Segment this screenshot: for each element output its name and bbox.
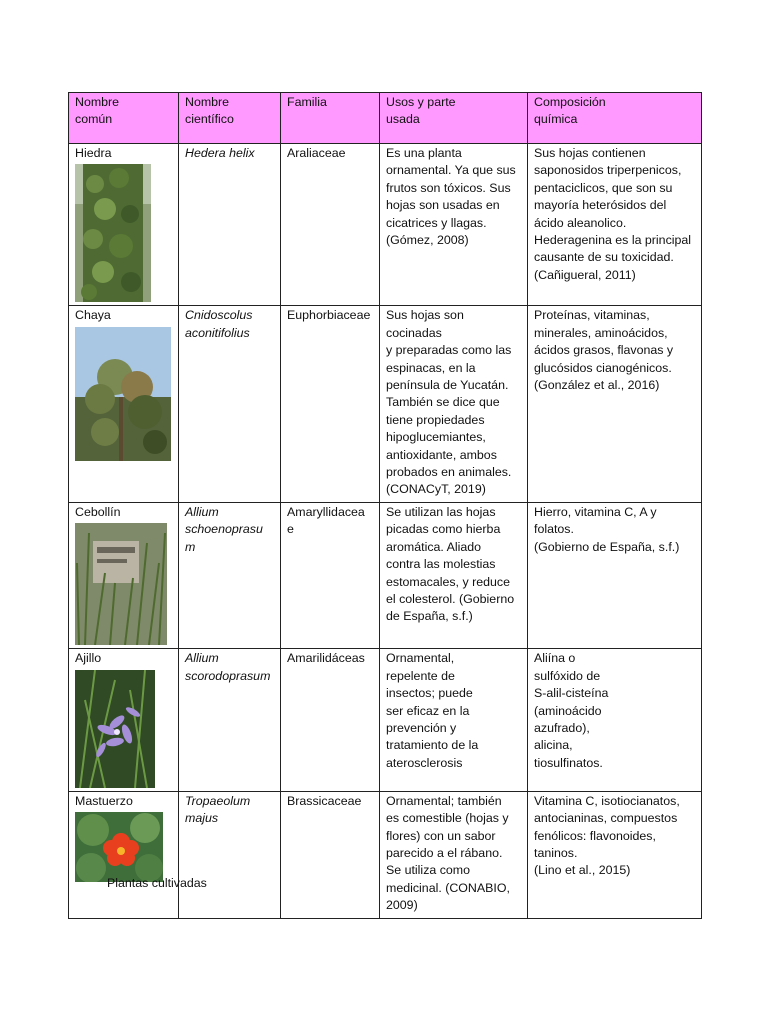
composition-cell: Sus hojas contienen saponosidos triperpenicos, pentaciclicos, que son su mayoría heterósidos del ácido aleanolico. Hederagenina es la principal causante de su toxicidad. (Cañigueral, 2011) bbox=[528, 144, 702, 306]
header-common-name: Nombre común bbox=[69, 93, 179, 144]
table-row bbox=[69, 144, 702, 306]
nasturtium-photo bbox=[75, 812, 163, 882]
header-family: Familia bbox=[281, 93, 380, 144]
family-cell: Araliaceae bbox=[281, 144, 380, 306]
common-name-cell bbox=[69, 649, 179, 791]
header-scientific-name: Nombre científico bbox=[179, 93, 281, 144]
scientific-name-cell: Allium scorodoprasum bbox=[179, 649, 281, 791]
common-name-cell bbox=[69, 502, 179, 648]
common-name: Mastuerzo bbox=[75, 793, 133, 808]
common-name-cell bbox=[69, 306, 179, 502]
common-name: Hiedra bbox=[75, 146, 112, 160]
header-uses: Usos y parte usada bbox=[380, 93, 528, 144]
scientific-name-cell: Hedera helix bbox=[179, 144, 281, 306]
table-row bbox=[69, 306, 702, 502]
table-row bbox=[69, 791, 702, 918]
header-composition: Composición química bbox=[528, 93, 702, 144]
family-cell: Amaryllidacea e bbox=[281, 502, 380, 648]
uses-cell: Se utilizan las hojas picadas como hierba aromática. Aliado contra las molestias estomacales, y reduce el colesterol. (Gobierno de España, s.f.) bbox=[380, 502, 528, 648]
uses-cell: Ornamental; también es comestible (hojas y flores) con un sabor parecido a el rábano. Se utiliza como medicinal. (CONABIO, 2009) bbox=[380, 791, 528, 918]
uses-cell: Sus hojas son cocinadas y preparadas como las espinacas, en la península de Yucatán. También se dice que tiene propiedades hipoglucemiantes, antioxidante, ambos probados en animales. (CONACyT, 2019) bbox=[380, 306, 528, 502]
table-row bbox=[69, 502, 702, 648]
garlic-flower-photo bbox=[75, 670, 155, 788]
scientific-name-cell: Tropaeolum majus bbox=[179, 791, 281, 918]
chaya-photo bbox=[75, 327, 171, 461]
common-name-cell bbox=[69, 791, 179, 918]
common-name: Chaya bbox=[75, 308, 111, 323]
plants-table bbox=[68, 92, 702, 919]
scientific-name-cell: Cnidoscolus aconitifolius bbox=[179, 306, 281, 502]
family-cell: Amarilidáceas bbox=[281, 649, 380, 791]
uses-cell: Es una planta ornamental. Ya que sus frutos son tóxicos. Sus hojas son usadas en cicatrices y llagas. (Gómez, 2008) bbox=[380, 144, 528, 306]
scientific-name-cell: Allium schoenoprasu m bbox=[179, 502, 281, 648]
common-name-cell bbox=[69, 144, 179, 306]
composition-cell: Vitamina C, isotiocianatos, antocianinas, compuestos fenólicos: flavonoides, taninos. (Lino et al., 2015) bbox=[528, 791, 702, 918]
table-row bbox=[69, 649, 702, 791]
header-row bbox=[69, 93, 702, 144]
ivy-photo bbox=[75, 164, 151, 302]
family-cell: Euphorbiaceae bbox=[281, 306, 380, 502]
composition-cell: Proteínas, vitaminas, minerales, aminoácidos, ácidos grasos, flavonas y glucósidos cianogénicos. (González et al., 2016) bbox=[528, 306, 702, 502]
chives-photo bbox=[75, 523, 167, 645]
composition-cell: Aliína o sulfóxido de S-alil-cisteína (aminoácido azufrado), alicina, tiosulfinatos. bbox=[528, 649, 702, 791]
family-cell: Brassicaceae bbox=[281, 791, 380, 918]
composition-cell: Hierro, vitamina C, A y folatos. (Gobierno de España, s.f.) bbox=[528, 502, 702, 648]
common-name: Ajillo bbox=[75, 651, 102, 666]
common-name: Cebollín bbox=[75, 504, 121, 519]
uses-cell: Ornamental, repelente de insectos; puede ser eficaz en la prevención y tratamiento de la aterosclerosis bbox=[380, 649, 528, 791]
table-caption: Plantas cultivadas bbox=[107, 876, 207, 890]
